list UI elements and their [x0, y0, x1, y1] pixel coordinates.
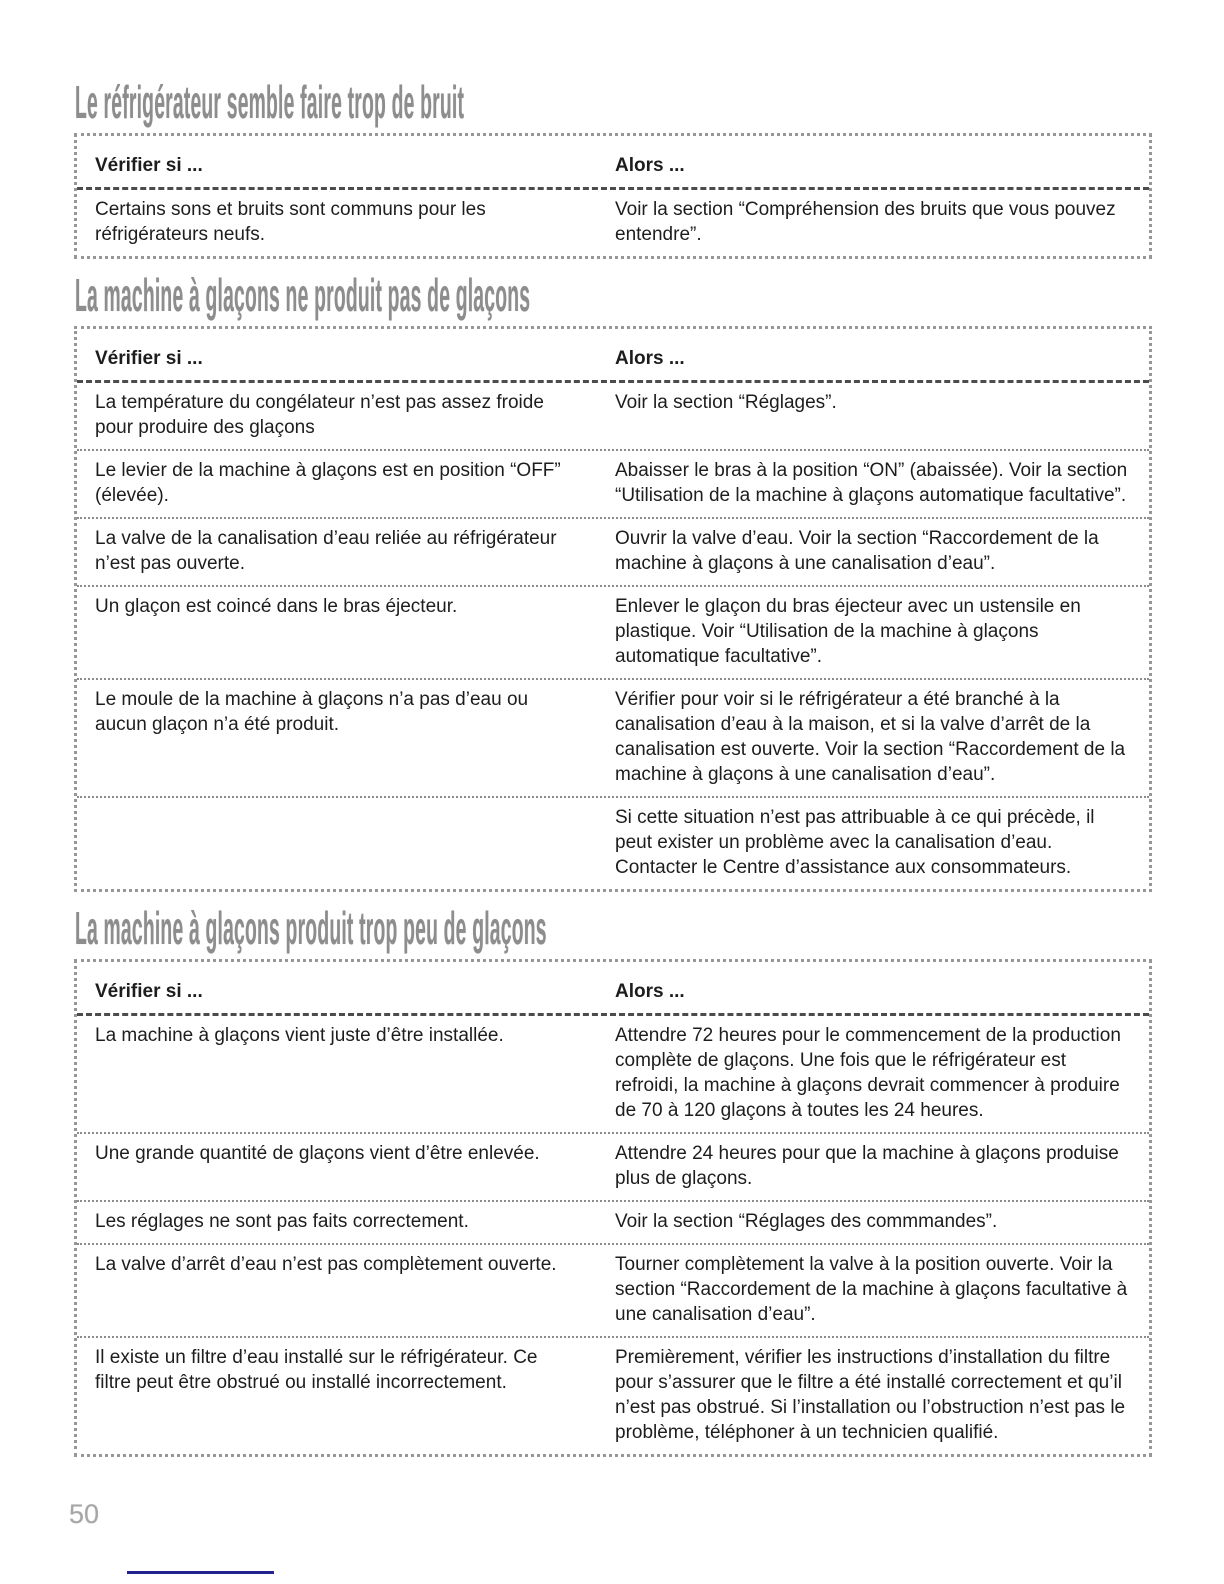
column-header-check: Vérifier si ... — [95, 348, 203, 369]
cell-check: La valve d’arrêt d’eau n’est pas complètement ouverte. — [95, 1254, 557, 1275]
table-row — [77, 1243, 1149, 1336]
cell-check — [77, 798, 615, 889]
column-header-check: Vérifier si ... — [95, 155, 203, 176]
cell-check: Les réglages ne sont pas faits correctement. — [95, 1211, 469, 1232]
cell-then: Premièrement, vérifier les instructions d’installation du filtre pour s’assurer que le filtre a été installé correctement et qu’il n’est pas obstrué. Si l’installation ou l’obstruction n’est pas le problème, téléphoner à un technicien qualifié. — [615, 1347, 1126, 1443]
cell-check: La température du congélateur n’est pas assez froide pour produire des glaçons — [95, 392, 544, 438]
cell-check: Un glaçon est coincé dans le bras éjecteur. — [95, 596, 458, 617]
manual-page-content — [74, 0, 1152, 1457]
table-row — [77, 1132, 1149, 1200]
cell-then: Si cette situation n’est pas attribuable à ce qui précède, il peut exister un problème avec la canalisation d’eau. Contacter le Centre d’assistance aux consommateurs. — [615, 807, 1095, 878]
section-no-ice — [74, 269, 1152, 892]
footer-rule — [127, 1571, 274, 1574]
cell-then: Abaisser le bras à la position “ON” (abaissée). Voir la section “Utilisation de la machine à glaçons automatique facultative”. — [615, 460, 1128, 506]
table-header-row — [77, 962, 1149, 1016]
column-header-then: Alors ... — [615, 348, 685, 369]
cell-check: La valve de la canalisation d’eau reliée au réfrigérateur n’est pas ouverte. — [95, 528, 557, 574]
table-row — [77, 796, 1149, 889]
cell-then: Enlever le glaçon du bras éjecteur avec un ustensile en plastique. Voir “Utilisation de la machine à glaçons automatique facultative”. — [615, 596, 1081, 667]
table-row — [77, 678, 1149, 796]
page-number: 50 — [69, 1499, 100, 1529]
cell-then: Ouvrir la valve d’eau. Voir la section “Raccordement de la machine à glaçons à une canalisation d’eau”. — [615, 528, 1099, 574]
table-row — [77, 1016, 1149, 1132]
section-title: La machine à glaçons produit trop peu de glaçons — [75, 902, 547, 954]
section-title: La machine à glaçons ne produit pas de glaçons — [75, 269, 531, 321]
cell-check: La machine à glaçons vient juste d’être installée. — [95, 1025, 504, 1046]
table-row — [77, 585, 1149, 678]
cell-then: Voir la section “Réglages des commmandes”. — [615, 1211, 998, 1232]
troubleshooting-table-no-ice — [74, 326, 1152, 892]
table-row — [77, 1336, 1149, 1454]
cell-then: Voir la section “Réglages”. — [615, 392, 837, 413]
cell-then: Attendre 72 heures pour le commencement de la production complète de glaçons. Une fois que le réfrigérateur est refroidi, la machine à glaçons devrait commencer à produire de 70 à 120 glaçons à toutes les 24 heures. — [615, 1025, 1121, 1121]
column-header-check: Vérifier si ... — [95, 981, 203, 1002]
table-row — [77, 190, 1149, 256]
column-header-then: Alors ... — [615, 155, 685, 176]
cell-check: Il existe un filtre d’eau installé sur le réfrigérateur. Ce filtre peut être obstrué ou installé incorrectement. — [95, 1347, 538, 1393]
section-noise — [74, 76, 1152, 259]
section-title: Le réfrigérateur semble faire trop de bruit — [75, 76, 465, 128]
cell-check: Le moule de la machine à glaçons n’a pas d’eau ou aucun glaçon n’a été produit. — [95, 689, 529, 735]
cell-then: Attendre 24 heures pour que la machine à glaçons produise plus de glaçons. — [615, 1143, 1119, 1189]
cell-then: Tourner complètement la valve à la position ouverte. Voir la section “Raccordement de la machine à glaçons facultative à une canalisation d’eau”. — [615, 1254, 1128, 1325]
table-row — [77, 383, 1149, 449]
table-header-row — [77, 329, 1149, 383]
cell-check: Le levier de la machine à glaçons est en position “OFF” (élevée). — [95, 460, 561, 506]
cell-then: Vérifier pour voir si le réfrigérateur a été branché à la canalisation d’eau à la maison, et si la valve d’arrêt de la canalisation est ouverte. Voir la section “Raccordement de la machine à glaçons à une canalisation d’eau”. — [615, 689, 1126, 785]
table-row — [77, 517, 1149, 585]
cell-check: Certains sons et bruits sont communs pour les réfrigérateurs neufs. — [95, 199, 486, 245]
cell-check: Une grande quantité de glaçons vient d’être enlevée. — [95, 1143, 540, 1164]
table-header-row — [77, 136, 1149, 190]
troubleshooting-table-little-ice — [74, 959, 1152, 1457]
table-row — [77, 449, 1149, 517]
troubleshooting-table-noise — [74, 133, 1152, 259]
section-little-ice — [74, 902, 1152, 1457]
cell-then: Voir la section “Compréhension des bruits que vous pouvez entendre”. — [615, 199, 1116, 245]
column-header-then: Alors ... — [615, 981, 685, 1002]
table-row — [77, 1200, 1149, 1243]
